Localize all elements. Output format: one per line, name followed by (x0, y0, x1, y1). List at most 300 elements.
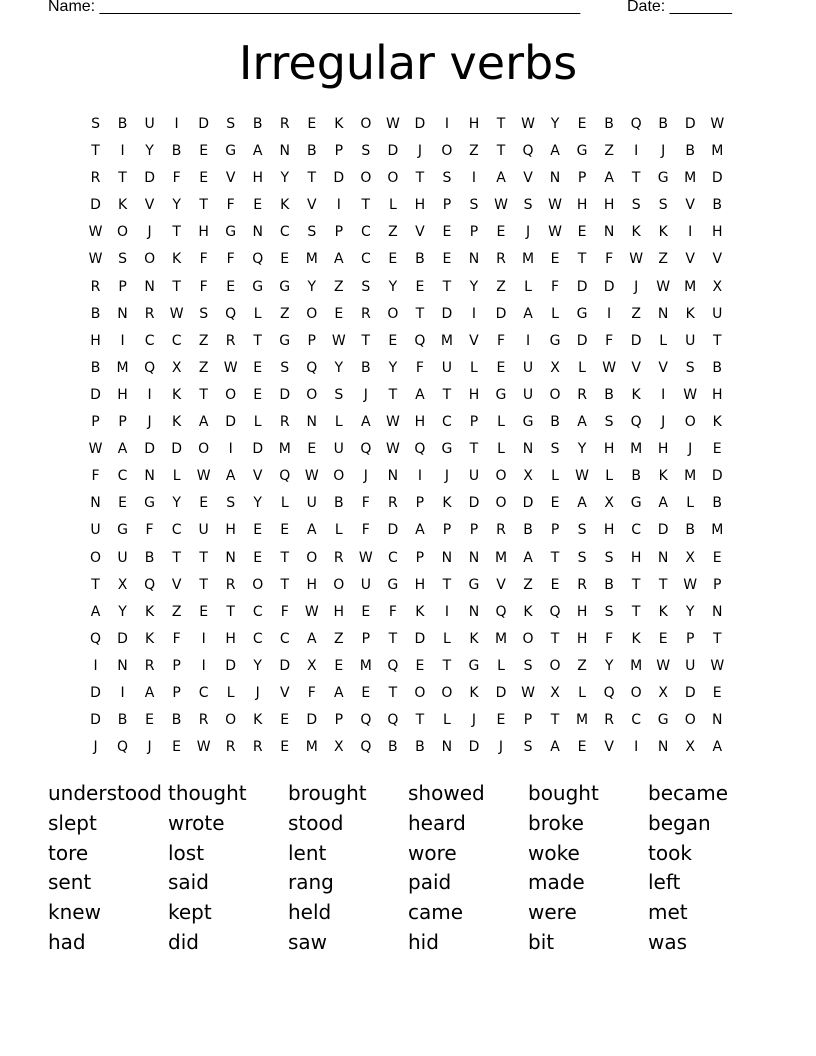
grid-letter[interactable]: H (711, 386, 723, 403)
grid-letter[interactable]: T (226, 603, 235, 620)
grid-letter[interactable]: W (88, 251, 103, 268)
grid-letter[interactable]: R (225, 332, 236, 349)
grid-letter[interactable]: K (712, 414, 722, 431)
grid-letter[interactable]: M (521, 251, 535, 268)
grid-letter[interactable]: W (521, 116, 535, 132)
grid-letter[interactable]: E (496, 224, 506, 241)
grid-letter[interactable]: W (196, 739, 211, 756)
grid-letter[interactable]: E (577, 224, 587, 241)
grid-letter[interactable]: T (199, 576, 208, 593)
grid-letter[interactable]: X (604, 495, 614, 512)
grid-letter[interactable]: J (661, 414, 666, 431)
grid-letter[interactable]: I (444, 116, 449, 132)
grid-letter[interactable]: O (333, 468, 345, 485)
grid-letter[interactable]: J (498, 739, 504, 756)
grid-letter[interactable]: N (306, 414, 317, 431)
grid-letter[interactable]: D (603, 278, 615, 295)
grid-letter[interactable]: S (199, 305, 209, 322)
grid-letter[interactable]: E (334, 305, 344, 322)
grid-letter[interactable]: O (387, 305, 399, 322)
grid-letter[interactable]: B (388, 739, 398, 756)
grid-letter[interactable]: O (333, 576, 345, 593)
grid-letter[interactable]: G (144, 495, 155, 512)
grid-letter[interactable]: H (198, 224, 209, 241)
grid-letter[interactable]: G (225, 143, 237, 160)
grid-letter[interactable]: P (361, 630, 371, 647)
grid-letter[interactable]: M (305, 739, 318, 756)
grid-letter[interactable]: W (521, 684, 535, 701)
grid-letter[interactable]: F (361, 522, 370, 539)
grid-letter[interactable]: H (576, 197, 588, 214)
grid-letter[interactable]: A (550, 143, 560, 160)
grid-letter[interactable]: E (253, 386, 263, 403)
grid-letter[interactable]: B (90, 305, 101, 322)
grid-letter[interactable]: H (603, 441, 615, 458)
grid-letter[interactable]: V (415, 224, 425, 241)
grid-letter[interactable]: P (442, 522, 452, 539)
grid-letter[interactable]: Z (469, 143, 479, 160)
grid-letter[interactable]: V (171, 576, 182, 593)
grid-letter[interactable]: I (417, 468, 422, 485)
grid-letter[interactable]: G (468, 657, 480, 674)
grid-letter[interactable]: L (659, 332, 668, 349)
grid-letter[interactable]: L (497, 414, 505, 431)
grid-letter[interactable]: W (304, 468, 319, 485)
grid-letter[interactable]: B (712, 359, 723, 376)
grid-letter[interactable]: L (334, 522, 343, 539)
grid-letter[interactable]: I (120, 684, 125, 701)
grid-letter[interactable]: F (605, 332, 614, 349)
grid-letter[interactable]: P (334, 224, 344, 241)
grid-letter[interactable]: H (414, 414, 426, 431)
grid-letter[interactable]: M (684, 170, 697, 187)
grid-letter[interactable]: L (253, 414, 262, 431)
grid-letter[interactable]: Y (469, 278, 479, 295)
grid-letter[interactable]: Q (144, 359, 156, 376)
grid-letter[interactable]: S (523, 197, 533, 214)
grid-letter[interactable]: U (712, 305, 723, 322)
grid-letter[interactable]: L (497, 657, 505, 674)
grid-letter[interactable]: I (120, 332, 125, 349)
grid-letter[interactable]: X (523, 468, 533, 485)
grid-letter[interactable]: D (333, 170, 345, 187)
grid-letter[interactable]: H (711, 224, 723, 241)
grid-letter[interactable]: F (172, 630, 181, 647)
grid-letter[interactable]: Y (145, 143, 154, 160)
grid-letter[interactable]: D (387, 522, 399, 539)
date-field[interactable]: Date: _______ (627, 0, 732, 15)
grid-letter[interactable]: T (388, 684, 398, 701)
grid-letter[interactable]: F (307, 684, 316, 701)
grid-letter[interactable]: O (495, 468, 507, 485)
grid-letter[interactable]: P (469, 224, 479, 241)
grid-letter[interactable]: P (172, 657, 181, 674)
grid-letter[interactable]: E (388, 332, 398, 349)
grid-letter[interactable]: W (548, 197, 562, 214)
grid-letter[interactable]: N (225, 549, 236, 566)
grid-letter[interactable]: O (225, 712, 237, 729)
grid-letter[interactable]: L (280, 495, 289, 512)
grid-letter[interactable]: O (198, 441, 210, 458)
grid-letter[interactable]: C (442, 414, 452, 431)
grid-letter[interactable]: N (468, 251, 480, 268)
grid-letter[interactable]: I (471, 170, 477, 187)
grid-letter[interactable]: T (199, 197, 208, 214)
grid-letter[interactable]: S (685, 359, 695, 376)
grid-letter[interactable]: T (550, 630, 560, 647)
grid-letter[interactable]: X (550, 684, 560, 701)
grid-letter[interactable]: W (196, 468, 211, 485)
grid-letter[interactable]: M (576, 712, 589, 729)
grid-letter[interactable]: V (252, 468, 263, 485)
grid-letter[interactable]: B (523, 522, 533, 539)
grid-letter[interactable]: D (576, 278, 588, 295)
grid-letter[interactable]: P (685, 630, 695, 647)
grid-letter[interactable]: Q (414, 332, 426, 349)
grid-letter[interactable]: T (280, 549, 290, 566)
grid-letter[interactable]: Z (523, 576, 533, 593)
grid-letter[interactable]: B (415, 739, 425, 756)
grid-letter[interactable]: N (657, 549, 669, 566)
grid-letter[interactable]: F (91, 468, 100, 485)
grid-letter[interactable]: T (172, 224, 181, 241)
grid-letter[interactable]: G (657, 712, 669, 729)
grid-letter[interactable]: N (549, 170, 561, 187)
grid-letter[interactable]: C (631, 712, 642, 729)
grid-letter[interactable]: Q (252, 251, 264, 268)
grid-letter[interactable]: S (91, 116, 100, 132)
grid-letter[interactable]: L (551, 468, 559, 485)
name-field[interactable]: Name: ______________________________________________________ (48, 0, 581, 15)
grid-letter[interactable]: G (441, 441, 453, 458)
grid-letter[interactable]: A (306, 630, 317, 647)
grid-letter[interactable]: P (577, 170, 587, 187)
grid-letter[interactable]: N (387, 468, 399, 485)
grid-letter[interactable]: T (199, 549, 208, 566)
grid-letter[interactable]: E (199, 170, 209, 187)
grid-letter[interactable]: A (252, 143, 263, 160)
grid-letter[interactable]: D (225, 414, 237, 431)
grid-letter[interactable]: N (279, 143, 290, 160)
grid-letter[interactable]: E (496, 712, 506, 729)
grid-letter[interactable]: S (658, 197, 668, 214)
grid-letter[interactable]: A (90, 603, 101, 620)
grid-letter[interactable]: F (605, 251, 614, 268)
grid-letter[interactable]: Z (198, 359, 209, 376)
grid-letter[interactable]: B (117, 116, 128, 132)
grid-letter[interactable]: W (710, 116, 725, 132)
grid-letter[interactable]: M (630, 657, 643, 674)
grid-letter[interactable]: C (252, 630, 263, 647)
grid-letter[interactable]: U (117, 549, 128, 566)
grid-letter[interactable]: L (443, 630, 451, 647)
grid-letter[interactable]: Q (549, 603, 561, 620)
grid-letter[interactable]: T (442, 386, 452, 403)
grid-letter[interactable]: T (415, 712, 425, 729)
grid-letter[interactable]: O (495, 495, 507, 512)
grid-letter[interactable]: N (468, 603, 480, 620)
grid-letter[interactable]: Y (172, 197, 181, 214)
grid-letter[interactable]: Z (631, 305, 641, 322)
grid-letter[interactable]: G (225, 224, 237, 241)
grid-letter[interactable]: L (470, 359, 478, 376)
grid-letter[interactable]: S (604, 414, 614, 431)
grid-letter[interactable]: A (415, 522, 425, 539)
grid-letter[interactable]: T (199, 386, 208, 403)
grid-letter[interactable]: K (172, 414, 182, 431)
grid-letter[interactable]: B (415, 251, 425, 268)
grid-letter[interactable]: T (658, 576, 668, 593)
grid-letter[interactable]: E (361, 603, 371, 620)
grid-letter[interactable]: V (225, 170, 236, 187)
grid-letter[interactable]: I (336, 197, 341, 214)
grid-letter[interactable]: P (172, 684, 181, 701)
grid-letter[interactable]: D (495, 684, 507, 701)
grid-letter[interactable]: S (577, 522, 587, 539)
grid-letter[interactable]: E (577, 116, 587, 132)
grid-letter[interactable]: V (604, 739, 614, 756)
grid-letter[interactable]: K (144, 603, 155, 620)
grid-letter[interactable]: F (388, 603, 397, 620)
grid-letter[interactable]: O (225, 386, 237, 403)
grid-letter[interactable]: W (385, 116, 400, 132)
grid-letter[interactable]: A (117, 441, 128, 458)
grid-letter[interactable]: C (252, 603, 263, 620)
grid-letter[interactable]: D (711, 468, 723, 485)
grid-letter[interactable]: D (468, 495, 480, 512)
grid-letter[interactable]: I (174, 116, 179, 132)
grid-letter[interactable]: M (116, 359, 129, 376)
grid-letter[interactable]: J (525, 224, 531, 241)
grid-letter[interactable]: H (117, 386, 128, 403)
grid-letter[interactable]: K (334, 116, 344, 132)
grid-letter[interactable]: P (469, 414, 479, 431)
grid-letter[interactable]: H (657, 441, 669, 458)
grid-letter[interactable]: I (228, 441, 233, 458)
grid-letter[interactable]: W (494, 197, 508, 214)
grid-letter[interactable]: F (280, 603, 289, 620)
grid-letter[interactable]: A (523, 549, 533, 566)
grid-letter[interactable]: A (604, 170, 614, 187)
grid-letter[interactable]: H (306, 576, 318, 593)
grid-letter[interactable]: E (658, 630, 668, 647)
grid-letter[interactable]: H (630, 549, 642, 566)
grid-letter[interactable]: X (685, 549, 695, 566)
grid-letter[interactable]: T (442, 576, 452, 593)
grid-letter[interactable]: S (469, 197, 479, 214)
grid-letter[interactable]: R (604, 712, 614, 729)
grid-letter[interactable]: P (523, 712, 533, 729)
grid-letter[interactable]: D (387, 143, 399, 160)
grid-letter[interactable]: U (522, 359, 534, 376)
grid-letter[interactable]: M (684, 468, 697, 485)
grid-letter[interactable]: U (144, 116, 155, 132)
grid-letter[interactable]: D (90, 386, 101, 403)
grid-letter[interactable]: L (605, 468, 614, 485)
grid-letter[interactable]: Q (387, 657, 399, 674)
grid-letter[interactable]: E (496, 359, 506, 376)
grid-letter[interactable]: N (468, 549, 480, 566)
grid-letter[interactable]: E (280, 522, 290, 539)
grid-letter[interactable]: T (415, 305, 425, 322)
grid-letter[interactable]: Y (550, 116, 560, 132)
grid-letter[interactable]: V (306, 197, 317, 214)
grid-letter[interactable]: W (683, 576, 698, 593)
grid-letter[interactable]: X (117, 576, 128, 593)
grid-letter[interactable]: A (658, 495, 668, 512)
grid-letter[interactable]: K (523, 603, 533, 620)
grid-letter[interactable]: J (661, 143, 666, 160)
grid-letter[interactable]: T (550, 712, 560, 729)
grid-letter[interactable]: L (524, 278, 532, 295)
grid-letter[interactable]: E (577, 739, 587, 756)
grid-letter[interactable]: A (144, 684, 155, 701)
grid-letter[interactable]: T (172, 278, 181, 295)
grid-letter[interactable]: Z (334, 278, 344, 295)
grid-letter[interactable]: H (333, 603, 345, 620)
grid-letter[interactable]: G (549, 332, 561, 349)
grid-letter[interactable]: N (144, 278, 155, 295)
grid-letter[interactable]: M (494, 549, 508, 566)
grid-letter[interactable]: T (577, 251, 587, 268)
grid-letter[interactable]: B (631, 468, 641, 485)
grid-letter[interactable]: M (711, 522, 724, 539)
grid-letter[interactable]: E (118, 495, 127, 512)
grid-letter[interactable]: F (199, 278, 208, 295)
grid-letter[interactable]: H (414, 197, 426, 214)
grid-letter[interactable]: S (523, 739, 533, 756)
grid-letter[interactable]: Q (360, 712, 372, 729)
grid-letter[interactable]: T (631, 170, 641, 187)
grid-letter[interactable]: P (334, 712, 344, 729)
grid-letter[interactable]: C (631, 522, 642, 539)
grid-letter[interactable]: B (685, 522, 695, 539)
grid-letter[interactable]: Q (387, 712, 399, 729)
grid-letter[interactable]: S (334, 386, 344, 403)
grid-letter[interactable]: Z (577, 657, 587, 674)
grid-letter[interactable]: K (415, 603, 425, 620)
grid-letter[interactable]: F (361, 495, 370, 512)
grid-letter[interactable]: E (550, 576, 560, 593)
grid-letter[interactable]: W (358, 549, 373, 566)
grid-letter[interactable]: L (686, 495, 695, 512)
grid-letter[interactable]: U (468, 468, 480, 485)
grid-letter[interactable]: W (385, 441, 400, 458)
grid-letter[interactable]: I (634, 143, 639, 160)
grid-letter[interactable]: H (225, 630, 236, 647)
grid-letter[interactable]: E (307, 441, 317, 458)
grid-letter[interactable]: E (712, 549, 722, 566)
grid-letter[interactable]: E (172, 739, 182, 756)
grid-letter[interactable]: C (279, 224, 290, 241)
grid-letter[interactable]: O (630, 684, 642, 701)
grid-letter[interactable]: R (387, 495, 398, 512)
grid-letter[interactable]: L (334, 414, 343, 431)
grid-letter[interactable]: N (522, 441, 534, 458)
grid-letter[interactable]: P (118, 414, 127, 431)
grid-letter[interactable]: O (306, 305, 318, 322)
grid-letter[interactable]: D (684, 684, 696, 701)
grid-letter[interactable]: I (607, 305, 612, 322)
grid-letter[interactable]: H (603, 522, 615, 539)
grid-letter[interactable]: Z (171, 603, 182, 620)
grid-letter[interactable]: T (91, 143, 100, 160)
grid-letter[interactable]: Q (279, 468, 291, 485)
grid-letter[interactable]: B (90, 359, 101, 376)
grid-letter[interactable]: J (417, 143, 422, 160)
grid-letter[interactable]: B (658, 116, 668, 132)
grid-letter[interactable]: B (306, 143, 317, 160)
grid-letter[interactable]: B (361, 359, 371, 376)
grid-letter[interactable]: T (172, 549, 181, 566)
grid-letter[interactable]: S (577, 549, 587, 566)
grid-letter[interactable]: U (306, 495, 317, 512)
grid-letter[interactable]: W (548, 224, 562, 241)
grid-letter[interactable]: B (144, 549, 155, 566)
grid-letter[interactable]: Q (225, 305, 237, 322)
grid-letter[interactable]: D (144, 170, 155, 187)
grid-letter[interactable]: H (414, 576, 426, 593)
grid-letter[interactable]: Y (388, 359, 398, 376)
grid-letter[interactable]: N (252, 224, 263, 241)
grid-letter[interactable]: D (117, 630, 128, 647)
grid-letter[interactable]: L (388, 197, 397, 214)
grid-letter[interactable]: J (444, 468, 449, 485)
grid-letter[interactable]: S (604, 549, 614, 566)
grid-letter[interactable]: S (280, 359, 290, 376)
grid-letter[interactable]: O (117, 224, 129, 241)
grid-letter[interactable]: B (712, 495, 723, 512)
grid-letter[interactable]: R (577, 386, 587, 403)
grid-letter[interactable]: T (631, 576, 641, 593)
grid-letter[interactable]: R (496, 522, 506, 539)
grid-letter[interactable]: G (657, 170, 669, 187)
grid-letter[interactable]: T (415, 170, 425, 187)
grid-letter[interactable]: E (280, 712, 290, 729)
grid-letter[interactable]: Z (388, 224, 398, 241)
grid-letter[interactable]: R (333, 549, 344, 566)
grid-letter[interactable]: Q (117, 739, 129, 756)
grid-letter[interactable]: F (145, 522, 154, 539)
grid-letter[interactable]: R (144, 657, 155, 674)
grid-letter[interactable]: F (226, 251, 235, 268)
grid-letter[interactable]: T (388, 386, 398, 403)
grid-letter[interactable]: P (118, 278, 127, 295)
grid-letter[interactable]: R (279, 414, 290, 431)
grid-letter[interactable]: H (225, 522, 236, 539)
grid-letter[interactable]: W (683, 386, 698, 403)
grid-letter[interactable]: T (91, 576, 100, 593)
grid-letter[interactable]: J (147, 739, 152, 756)
grid-letter[interactable]: J (255, 684, 260, 701)
grid-letter[interactable]: B (604, 116, 614, 132)
grid-letter[interactable]: A (496, 170, 506, 187)
grid-letter[interactable]: Q (306, 359, 318, 376)
letter-grid[interactable] (82, 111, 732, 761)
grid-letter[interactable]: J (363, 386, 368, 403)
grid-letter[interactable]: B (604, 576, 614, 593)
grid-letter[interactable]: Q (360, 441, 372, 458)
grid-letter[interactable]: W (602, 359, 617, 376)
grid-letter[interactable]: L (253, 305, 262, 322)
grid-letter[interactable]: N (711, 603, 723, 620)
grid-letter[interactable]: D (171, 441, 182, 458)
grid-letter[interactable]: K (685, 305, 695, 322)
grid-letter[interactable]: O (306, 386, 318, 403)
grid-letter[interactable]: P (415, 549, 425, 566)
grid-letter[interactable]: V (685, 197, 695, 214)
grid-letter[interactable]: W (710, 657, 725, 674)
